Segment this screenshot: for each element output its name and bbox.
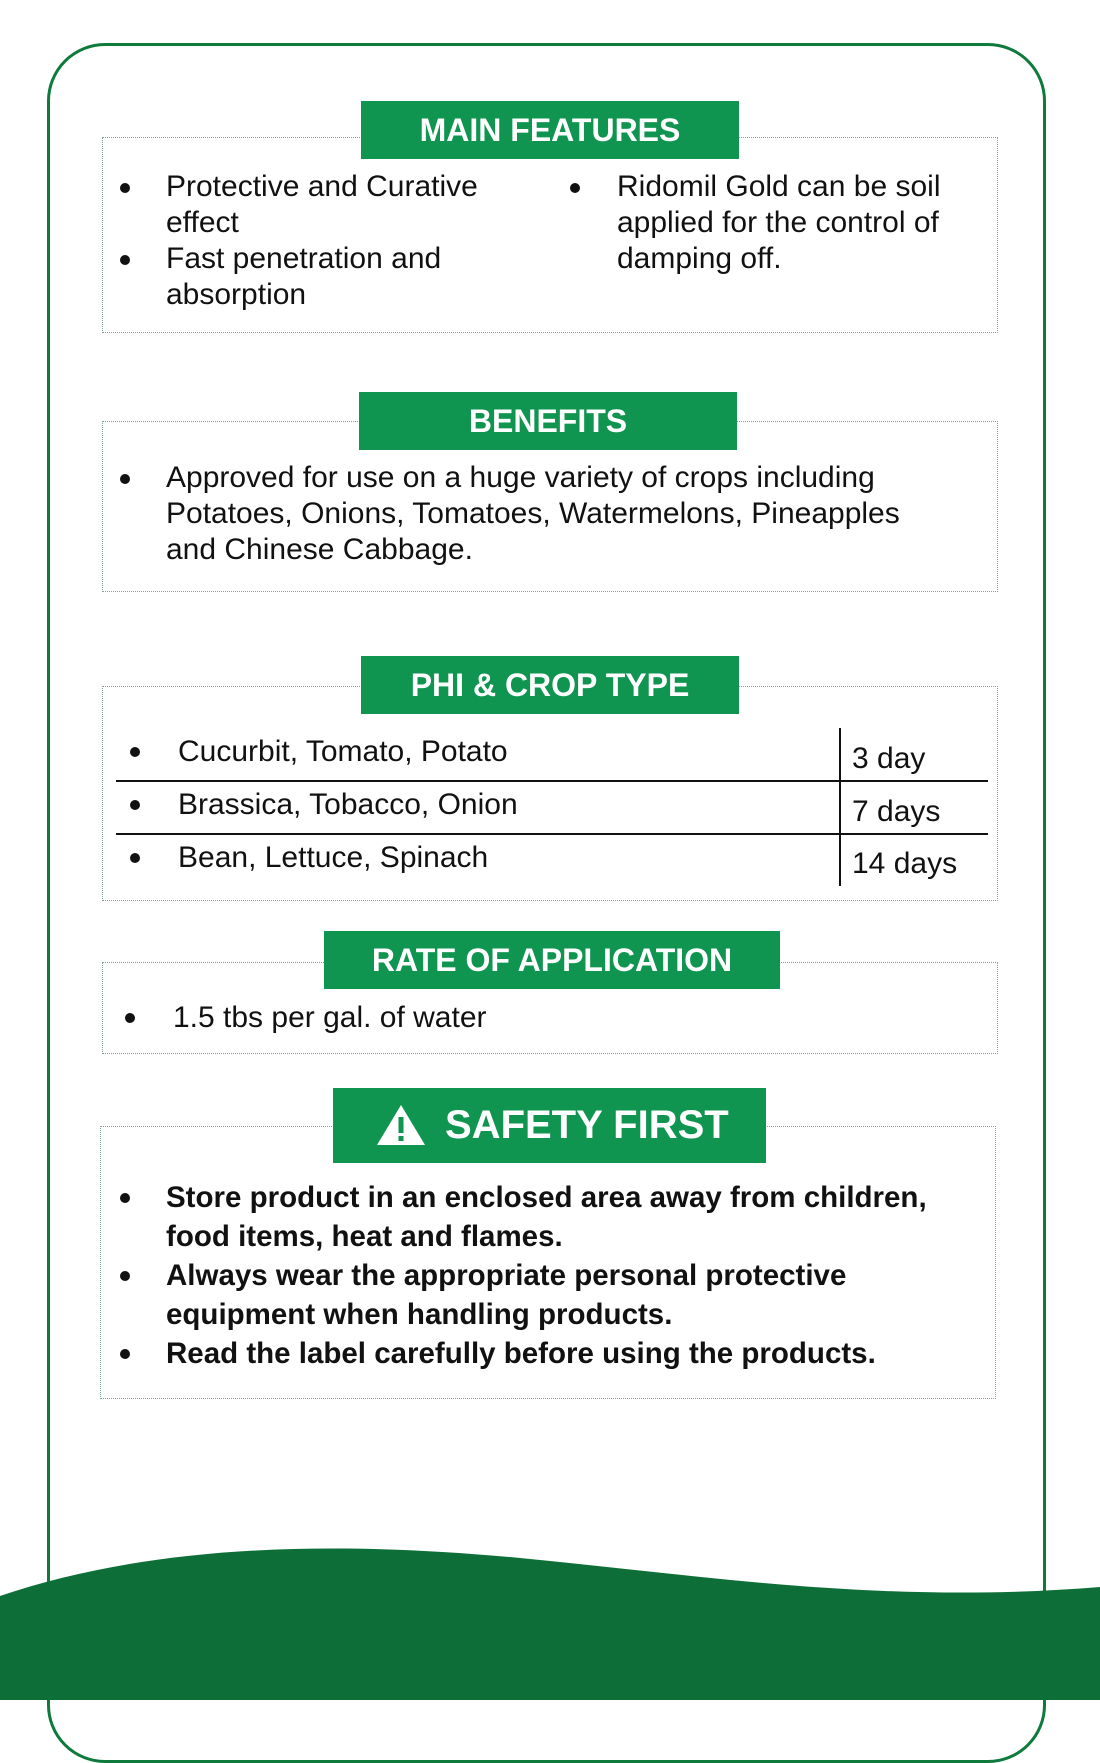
- phi-banner: PHI & CROP TYPE: [361, 656, 739, 714]
- rate-item: 1.5 tbs per gal. of water: [173, 1001, 487, 1034]
- phi-days: 14 days: [852, 847, 958, 880]
- crop-types: Brassica, Tobacco, Onion: [178, 788, 518, 821]
- feature-item: Fast penetration and absorption: [166, 242, 442, 311]
- rate-banner: RATE OF APPLICATION: [324, 931, 780, 989]
- benefit-item: Approved for use on a huge variety of crops including Potatoes, Onions, Tomatoes, Watermelons, Pineapples and Chinese Cabbage.: [166, 461, 900, 566]
- benefits-banner: BENEFITS: [359, 392, 737, 450]
- safety-item: Read the label carefully before using the products.: [166, 1337, 876, 1370]
- phi-days: 7 days: [852, 795, 941, 828]
- crop-types: Bean, Lettuce, Spinach: [178, 841, 489, 874]
- safety-item: Always wear the appropriate personal protective equipment when handling products.: [166, 1259, 847, 1331]
- phi-days: 3 day: [852, 742, 926, 775]
- crop-types: Cucurbit, Tomato, Potato: [178, 735, 508, 768]
- safety-item: Store product in an enclosed area away from children, food items, heat and flames.: [166, 1181, 927, 1253]
- safety-title: SAFETY FIRST: [445, 1103, 729, 1147]
- feature-item: Protective and Curative effect: [166, 170, 478, 239]
- main-features-banner: MAIN FEATURES: [361, 101, 739, 159]
- feature-item: Ridomil Gold can be soil applied for the control of damping off.: [617, 170, 941, 275]
